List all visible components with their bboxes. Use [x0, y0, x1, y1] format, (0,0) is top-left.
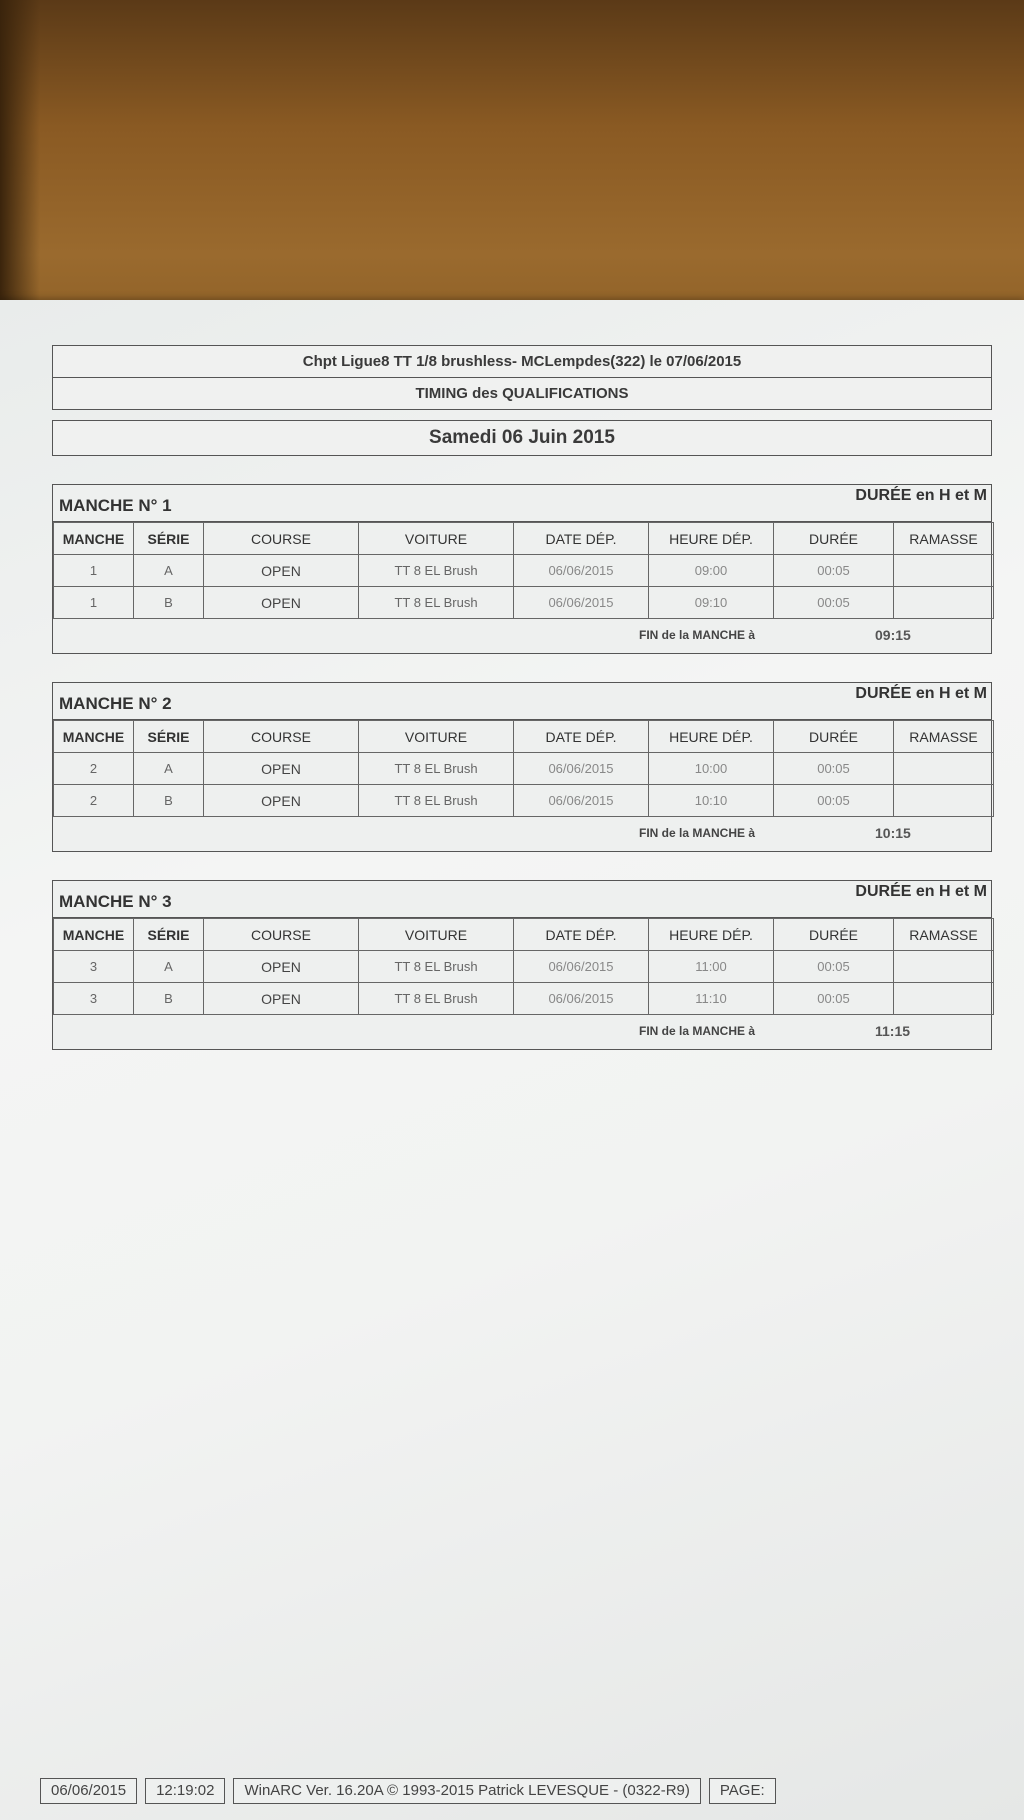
page-content: [52, 345, 992, 1050]
footer-software: WinARC Ver. 16.20A © 1993-2015 Patrick LEVESQUE - (0322-R9): [233, 1778, 700, 1804]
col-ramasse: RAMASSE: [894, 523, 994, 555]
table-row: [54, 785, 994, 817]
col-date-dep: DATE DÉP.: [514, 721, 649, 753]
cell-duree: 00:05: [774, 753, 894, 785]
table-row: [54, 555, 994, 587]
col-voiture: VOITURE: [359, 721, 514, 753]
cell-course: OPEN: [204, 753, 359, 785]
table-row: [54, 983, 994, 1015]
manche-section-3: [52, 880, 992, 1050]
cell-course: OPEN: [204, 983, 359, 1015]
manche-title: MANCHE N° 1: [59, 496, 172, 515]
cell-duree: 00:05: [774, 951, 894, 983]
manche-table: [53, 522, 994, 619]
manche-header: [53, 485, 991, 522]
cell-voiture: TT 8 EL Brush: [359, 587, 514, 619]
cell-voiture: TT 8 EL Brush: [359, 555, 514, 587]
col-date-dep: DATE DÉP.: [514, 919, 649, 951]
table-header-row: [54, 721, 994, 753]
col-serie: SÉRIE: [134, 523, 204, 555]
printed-page: [0, 300, 1024, 1820]
cell-heure: 10:00: [649, 753, 774, 785]
col-manche: MANCHE: [54, 523, 134, 555]
col-ramasse: RAMASSE: [894, 919, 994, 951]
cell-ramasse: [894, 753, 994, 785]
cell-date: 06/06/2015: [514, 555, 649, 587]
cell-serie: B: [134, 983, 204, 1015]
cell-date: 06/06/2015: [514, 951, 649, 983]
col-heure-dep: HEURE DÉP.: [649, 721, 774, 753]
event-date: Samedi 06 Juin 2015: [52, 420, 992, 456]
manche-table: [53, 918, 994, 1015]
manche-end-row: [53, 619, 991, 653]
manche-header: [53, 881, 991, 918]
fin-time: 11:15: [875, 1023, 911, 1039]
cell-serie: A: [134, 951, 204, 983]
cell-course: OPEN: [204, 587, 359, 619]
cell-manche: 1: [54, 555, 134, 587]
cell-serie: A: [134, 753, 204, 785]
cell-duree: 00:05: [774, 587, 894, 619]
cell-ramasse: [894, 555, 994, 587]
col-course: COURSE: [204, 523, 359, 555]
fin-time: 10:15: [875, 825, 911, 841]
manche-section-2: [52, 682, 992, 852]
cell-heure: 10:10: [649, 785, 774, 817]
event-header: [52, 345, 992, 410]
col-duree: DURÉE: [774, 523, 894, 555]
cell-manche: 1: [54, 587, 134, 619]
footer-page: PAGE:: [709, 1778, 776, 1804]
col-course: COURSE: [204, 721, 359, 753]
cell-ramasse: [894, 951, 994, 983]
col-date-dep: DATE DÉP.: [514, 523, 649, 555]
cell-voiture: TT 8 EL Brush: [359, 951, 514, 983]
col-manche: MANCHE: [54, 919, 134, 951]
event-title: Chpt Ligue8 TT 1/8 brushless- MCLempdes(322) le 07/06/2015: [302, 353, 742, 370]
desk-surface: [0, 0, 40, 330]
col-ramasse: RAMASSE: [894, 721, 994, 753]
cell-serie: B: [134, 785, 204, 817]
cell-manche: 3: [54, 983, 134, 1015]
cell-heure: 09:10: [649, 587, 774, 619]
duration-unit-label: DURÉE en H et M: [855, 883, 987, 900]
cell-heure: 11:10: [649, 983, 774, 1015]
cell-serie: B: [134, 587, 204, 619]
table-row: [54, 951, 994, 983]
cell-ramasse: [894, 983, 994, 1015]
fin-label: FIN de la MANCHE à: [639, 628, 756, 642]
cell-ramasse: [894, 587, 994, 619]
col-voiture: VOITURE: [359, 523, 514, 555]
col-voiture: VOITURE: [359, 919, 514, 951]
cell-date: 06/06/2015: [514, 587, 649, 619]
fin-label: FIN de la MANCHE à: [639, 1024, 756, 1038]
table-header-row: [54, 523, 994, 555]
manche-end-row: [53, 1015, 991, 1049]
duration-unit-label: DURÉE en H et M: [855, 685, 987, 702]
col-course: COURSE: [204, 919, 359, 951]
cell-voiture: TT 8 EL Brush: [359, 785, 514, 817]
manche-title: MANCHE N° 3: [59, 892, 172, 911]
cell-manche: 2: [54, 753, 134, 785]
table-row: [54, 753, 994, 785]
col-manche: MANCHE: [54, 721, 134, 753]
cell-date: 06/06/2015: [514, 753, 649, 785]
cell-voiture: TT 8 EL Brush: [359, 983, 514, 1015]
footer-time: 12:19:02: [145, 1778, 225, 1804]
cell-heure: 11:00: [649, 951, 774, 983]
cell-course: OPEN: [204, 555, 359, 587]
cell-manche: 2: [54, 785, 134, 817]
duration-unit-label: DURÉE en H et M: [855, 487, 987, 504]
cell-serie: A: [134, 555, 204, 587]
manche-section-1: [52, 484, 992, 654]
cell-duree: 00:05: [774, 785, 894, 817]
cell-date: 06/06/2015: [514, 983, 649, 1015]
footer-date: 06/06/2015: [40, 1778, 137, 1804]
cell-date: 06/06/2015: [514, 785, 649, 817]
manche-header: [53, 683, 991, 720]
cell-duree: 00:05: [774, 983, 894, 1015]
cell-duree: 00:05: [774, 555, 894, 587]
manche-end-row: [53, 817, 991, 851]
cell-manche: 3: [54, 951, 134, 983]
col-heure-dep: HEURE DÉP.: [649, 919, 774, 951]
print-footer: [40, 1778, 1024, 1804]
document-subtitle: TIMING des QUALIFICATIONS: [53, 377, 991, 409]
fin-time: 09:15: [875, 627, 911, 643]
col-serie: SÉRIE: [134, 721, 204, 753]
cell-course: OPEN: [204, 785, 359, 817]
cell-voiture: TT 8 EL Brush: [359, 753, 514, 785]
manche-title: MANCHE N° 2: [59, 694, 172, 713]
col-duree: DURÉE: [774, 721, 894, 753]
table-row: [54, 587, 994, 619]
table-header-row: [54, 919, 994, 951]
cell-ramasse: [894, 785, 994, 817]
col-duree: DURÉE: [774, 919, 894, 951]
fin-label: FIN de la MANCHE à: [639, 826, 756, 840]
manche-table: [53, 720, 994, 817]
col-serie: SÉRIE: [134, 919, 204, 951]
cell-heure: 09:00: [649, 555, 774, 587]
col-heure-dep: HEURE DÉP.: [649, 523, 774, 555]
cell-course: OPEN: [204, 951, 359, 983]
